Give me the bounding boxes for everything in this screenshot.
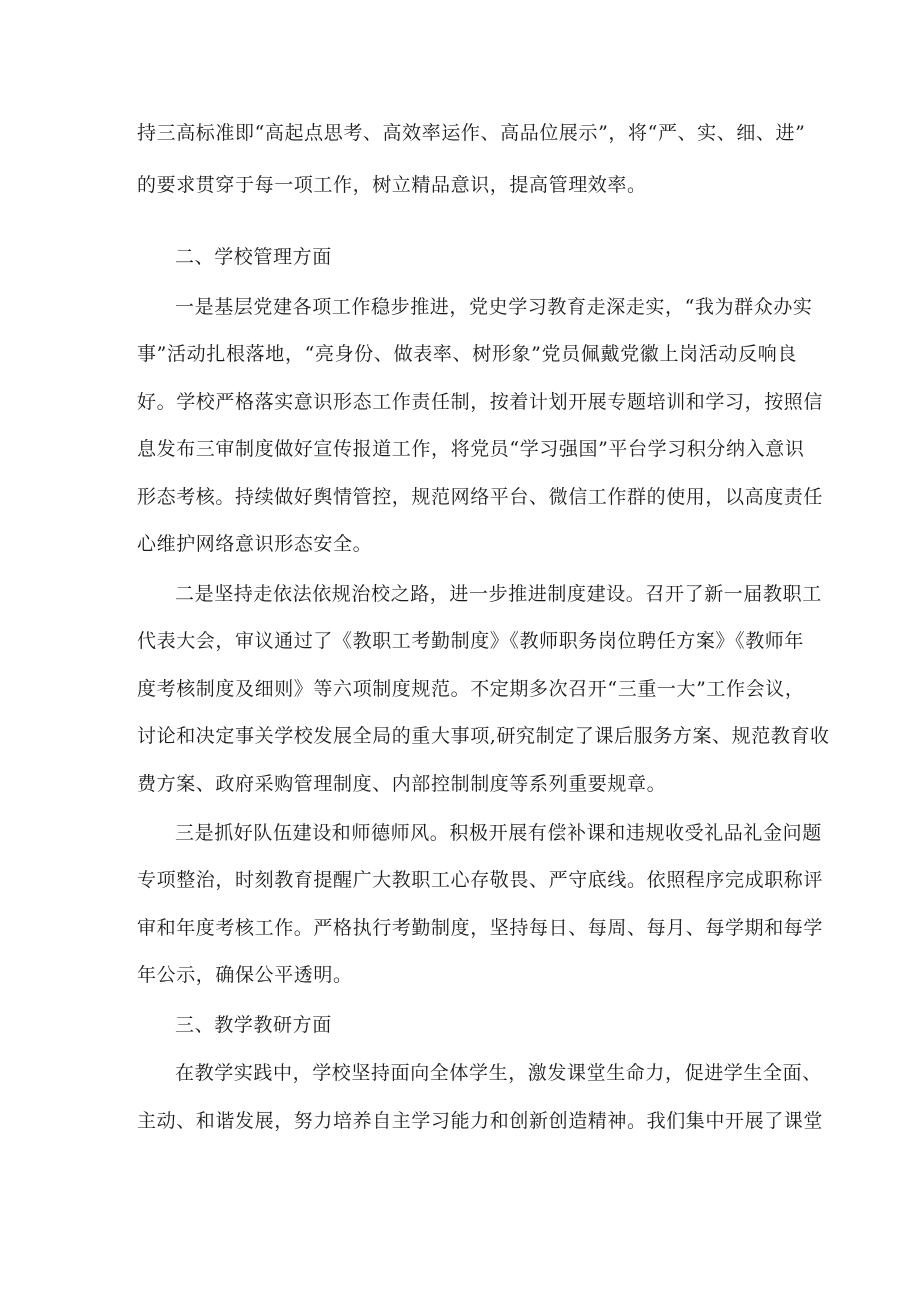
text-line: 心维护网络意识形态安全。 [137,533,373,555]
text-line: 事”活动扎根落地，“亮身份、做表率、树形象”党员佩戴党徽上岗活动反响良 [137,343,797,365]
text-line: 专项整治，时刻教育提醒广大教职工心存敬畏、严守底线。依照程序完成职称评 [137,869,824,891]
text-line: 代表大会，审议通过了《教职工考勤制度》《教师职务岗位聘任方案》《教师年 [137,630,805,652]
text-line: 二是坚持走依法依规治校之路，进一步推进制度建设。召开了新一届教职工 [175,583,822,605]
text-line: 一是基层党建各项工作稳步推进，党史学习教育走深走实，“我为群众办实 [175,296,813,318]
text-line: 度考核制度及细则》等六项制度规范。不定期多次召开“三重一大”工作会议， [137,678,805,700]
text-line: 三是抓好队伍建设和师德师风。积极开展有偿补课和违规收受礼品礼金问题 [175,822,822,844]
text-line: 在教学实践中，学校坚持面向全体学生，激发课堂生命力，促进学生全面、 [175,1062,822,1084]
section-heading: 三、教学教研方面 [175,1014,332,1036]
text-line: 好。学校严格落实意识形态工作责任制，按着计划开展专题培训和学习，按照信 [137,391,824,413]
text-line: 讨论和决定事关学校发展全局的重大事项,研究制定了课后服务方案、规范教育收 [137,725,830,747]
text-line: 审和年度考核工作。严格执行考勤制度，坚持每日、每周、每月、每学期和每学 [137,917,824,939]
text-line: 息发布三审制度做好宣传报道工作，将党员“学习强国”平台学习积分纳入意识 [137,438,805,460]
text-line: 的要求贯穿于每一项工作，树立精品意识，提高管理效率。 [137,174,647,196]
text-line: 形态考核。持续做好舆情管控，规范网络平台、微信工作群的使用，以高度责任 [137,486,824,508]
text-line: 年公示，确保公平透明。 [137,964,353,986]
text-line: 费方案、政府采购管理制度、内部控制制度等系列重要规章。 [137,773,667,795]
section-heading: 二、学校管理方面 [175,246,332,268]
text-line: 主动、和谐发展，努力培养自主学习能力和创新创造精神。我们集中开展了课堂 [137,1110,824,1132]
text-line: 持三高标准即“高起点思考、高效率运作、高品位展示”，将“严、实、细、进” [137,122,806,144]
